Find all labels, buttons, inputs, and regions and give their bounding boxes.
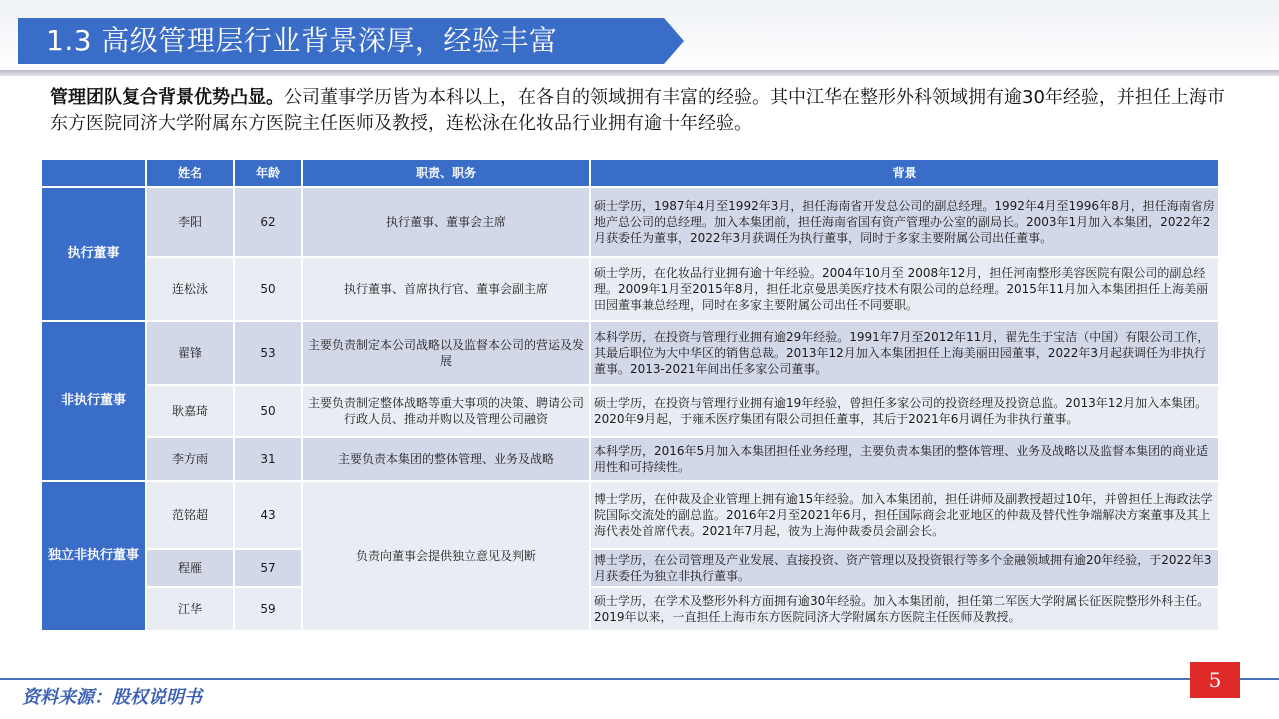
member-name: 连松泳: [146, 257, 234, 321]
member-age: 43: [234, 481, 302, 549]
member-background: 硕士学历，在学术及整形外科方面拥有逾30年经验。加入本集团前，担任第二军医大学附属长征医院整形外科主任。2019年以来，一直担任上海市东方医院同济大学附属东方医院主任医师及教授。: [590, 587, 1219, 631]
header-name: 姓名: [146, 159, 234, 187]
table-row: [41, 437, 1219, 481]
member-duty: 主要负责制定整体战略等重大事项的决策、聘请公司行政人员、推动并购以及管理公司融资: [302, 385, 590, 437]
table-row: [41, 385, 1219, 437]
member-age: 31: [234, 437, 302, 481]
table-row: [41, 481, 1219, 549]
member-name: 程雁: [146, 549, 234, 587]
shared-duty: 负责向董事会提供独立意见及判断: [302, 481, 590, 631]
member-background: 硕士学历，在投资与管理行业拥有逾19年经验，曾担任多家公司的投资经理及投资总监。2013年12月加入本集团。2020年9月起，于雍禾医疗集团有限公司担任董事，其后于2021年6月调任为非执行董事。: [590, 385, 1219, 437]
management-table: [40, 158, 1220, 632]
member-background: 本科学历，2016年5月加入本集团担任业务经理，主要负责本集团的整体管理、业务及战略以及监督本集团的商业适用性和可持续性。: [590, 437, 1219, 481]
category-non-executive: 非执行董事: [41, 321, 146, 481]
member-age: 50: [234, 257, 302, 321]
table-header-row: [41, 159, 1219, 187]
member-name: 李方雨: [146, 437, 234, 481]
member-background: 硕士学历，1987年4月至1992年3月，担任海南省开发总公司的副总经理。1992年4月至1996年8月，担任海南省房地产总公司的总经理。加入本集团前，担任海南省国有资产管理办公室的副局长。2003年1月加入本集团，2022年2月获委任为董事，2022年3月获调任为执行董事，同时于多家主要附属公司出任董事。: [590, 187, 1219, 257]
member-age: 53: [234, 321, 302, 385]
member-age: 62: [234, 187, 302, 257]
member-duty: 主要负责本集团的整体管理、业务及战略: [302, 437, 590, 481]
footer-divider: [0, 678, 1279, 680]
table-row: [41, 549, 1219, 587]
header-background: 背景: [590, 159, 1219, 187]
header-age: 年龄: [234, 159, 302, 187]
member-duty: 主要负责制定本公司战略以及监督本公司的营运及发展: [302, 321, 590, 385]
intro-lead: 管理团队复合背景优势凸显。: [50, 87, 284, 108]
member-name: 范铭超: [146, 481, 234, 549]
member-background: 本科学历，在投资与管理行业拥有逾29年经验。1991年7月至2012年11月，翟先生于宝洁（中国）有限公司工作，其最后职位为大中华区的销售总裁。2013年12月加入本集团担任上海美丽田园董事，2022年3月起获调任为非执行董事。2013-2021年间出任多家公司董事。: [590, 321, 1219, 385]
intro-paragraph: [50, 85, 1235, 137]
member-background: 博士学历，在仲裁及企业管理上拥有逾15年经验。加入本集团前，担任讲师及副教授超过10年，并曾担任上海政法学院国际交流处的副总监。2016年2月至2021年6月，担任国际商会北亚地区的仲裁及替代性争端解决方案董事及其上海代表处首席代表。2021年7月起，彼为上海仲裁委员会副会长。: [590, 481, 1219, 549]
table-row: [41, 257, 1219, 321]
page-title: 1.3 高级管理层行业背景深厚，经验丰富: [46, 24, 558, 57]
header-category: [41, 159, 146, 187]
member-name: 江华: [146, 587, 234, 631]
member-age: 59: [234, 587, 302, 631]
member-name: 李阳: [146, 187, 234, 257]
category-independent: 独立非执行董事: [41, 481, 146, 631]
member-background: 博士学历，在公司管理及产业发展、直接投资、资产管理以及投资银行等多个金融领域拥有逾20年经验，于2022年3月获委任为独立非执行董事。: [590, 549, 1219, 587]
member-age: 50: [234, 385, 302, 437]
member-age: 57: [234, 549, 302, 587]
page-number-badge: 5: [1190, 662, 1240, 698]
table-row: [41, 587, 1219, 631]
table-row: [41, 321, 1219, 385]
category-executive: 执行董事: [41, 187, 146, 321]
member-background: 硕士学历，在化妆品行业拥有逾十年经验。2004年10月至 2008年12月，担任河南整形美容医院有限公司的副总经理。2009年1月至2015年8月，担任北京曼思美医疗技术有限公司的总经理。2015年11月加入本集团担任上海美丽田园董事兼总经理，同时在多家主要附属公司出任不同要职。: [590, 257, 1219, 321]
table-row: [41, 187, 1219, 257]
header-duty: 职责、职务: [302, 159, 590, 187]
member-name: 耿嘉琦: [146, 385, 234, 437]
member-duty: 执行董事、董事会主席: [302, 187, 590, 257]
intro-body: 公司董事学历皆为本科以上，在各自的领域拥有丰富的经验。其中江华在整形外科领域拥有逾30年经验，并担任上海市东方医院同济大学附属东方医院主任医师及教授，连松泳在化妆品行业拥有逾十年经验。: [50, 87, 1225, 134]
title-divider: [0, 70, 1279, 76]
member-duty: 执行董事、首席执行官、董事会副主席: [302, 257, 590, 321]
source-note: 资料来源：股权说明书: [22, 687, 202, 708]
member-name: 翟锋: [146, 321, 234, 385]
